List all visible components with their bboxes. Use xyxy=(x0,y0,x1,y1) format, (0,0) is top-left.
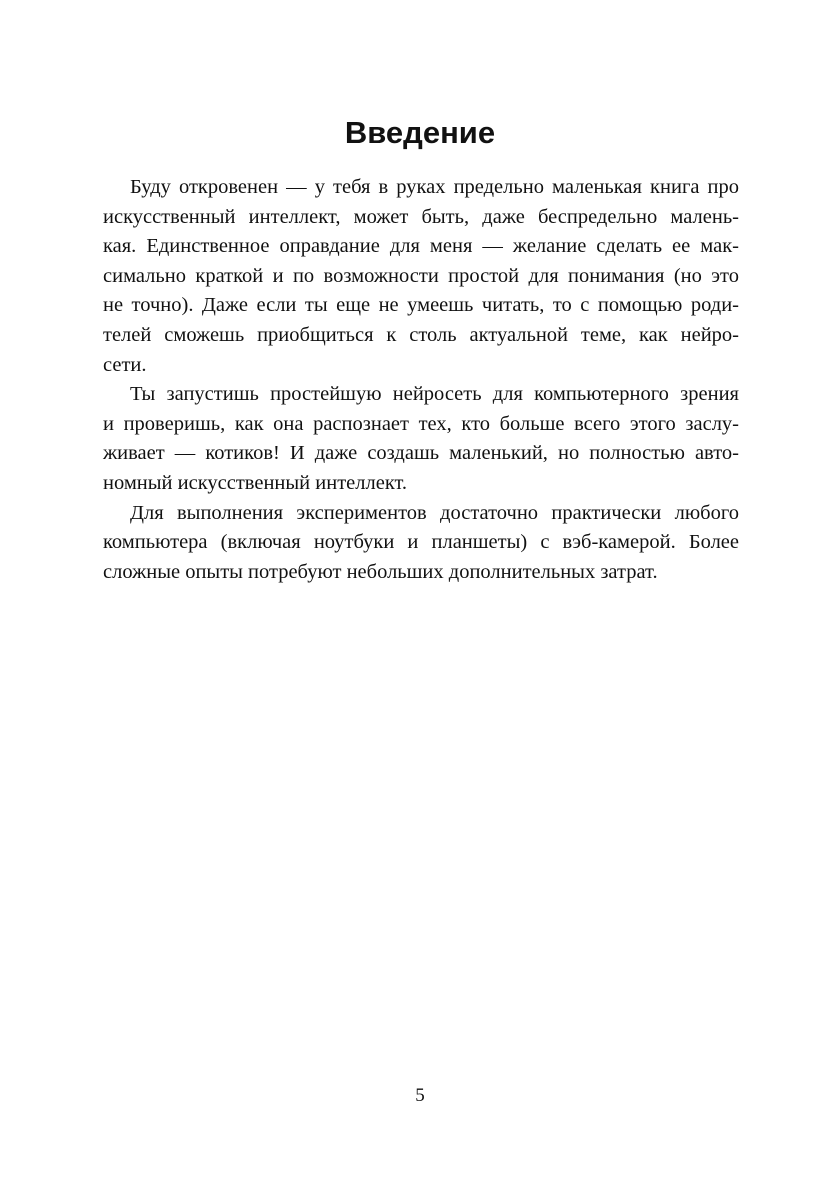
text-line: номный искусственный интеллект. xyxy=(103,471,408,494)
text-line: Ты запустишь простейшую нейросеть для компьютерного зрения xyxy=(130,383,739,406)
paragraph-requirements xyxy=(103,499,739,588)
text-line: симально краткой и по возможности простой для понимания (но это xyxy=(103,264,739,287)
text-line: и проверишь, как она распознает тех, кто больше всего этого заслу- xyxy=(103,412,739,435)
text-line: сети. xyxy=(103,353,147,376)
chapter-body xyxy=(103,173,739,587)
text-line: компьютера (включая ноутбуки и планшеты) с вэб-камерой. Более xyxy=(103,531,739,554)
paragraph-neural-network xyxy=(103,380,739,498)
paragraph-intro xyxy=(103,173,739,380)
text-line: Для выполнения экспериментов достаточно практически любого xyxy=(130,501,739,524)
text-line: живает — котиков! И даже создашь маленький, но полностью авто- xyxy=(103,442,739,465)
text-line: сложные опыты потребуют небольших дополнительных затрат. xyxy=(103,560,658,583)
text-line: искусственный интеллект, может быть, даже беспредельно малень- xyxy=(103,205,739,228)
page-number: 5 xyxy=(415,1085,425,1106)
text-line: не точно). Даже если ты еще не умеешь читать, то с помощью роди- xyxy=(103,294,739,317)
chapter-title: Введение xyxy=(344,115,496,150)
text-line: Буду откровенен — у тебя в руках предельно маленькая книга про xyxy=(130,176,739,198)
text-line: кая. Единственное оправдание для меня — желание сделать ее мак- xyxy=(103,235,739,258)
text-line: телей сможешь приобщиться к столь актуальной теме, как нейро- xyxy=(103,323,739,346)
